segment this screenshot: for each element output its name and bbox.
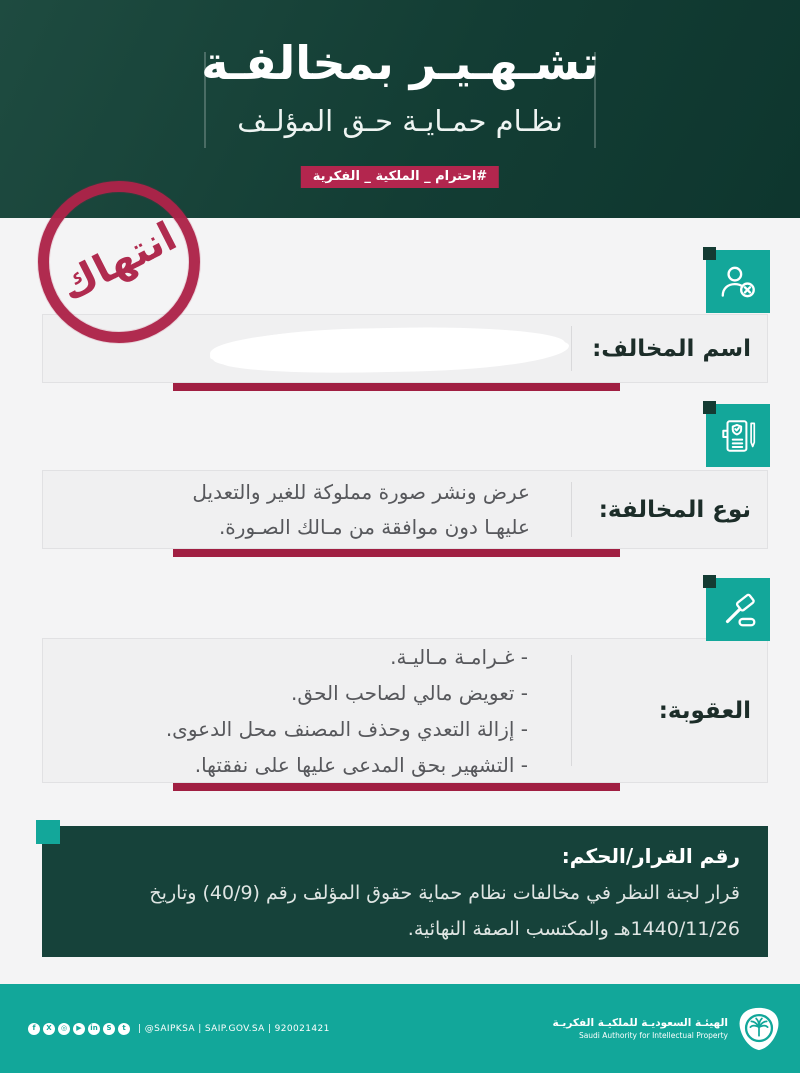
decision-text: قرار لجنة النظر في مخالفات نظام حماية حقوق المؤلف رقم (40/9) وتاريخ 1440/11/26هـ والمكتسب الصفة النهائية. <box>149 882 740 941</box>
violation-stamp-text: انتهاك <box>53 213 185 311</box>
footer-social-row <box>28 1023 330 1035</box>
penalty-list <box>133 639 528 783</box>
card-underline <box>173 783 620 791</box>
footer <box>0 984 800 1073</box>
violation-stamp <box>38 181 200 343</box>
page-subtitle: نظـام حمـايـة حـق المؤلـف <box>237 104 563 138</box>
instagram-icon: ◎ <box>58 1023 70 1035</box>
corner-square <box>36 820 60 844</box>
penalty-item: - غـرامـة مـاليـة. <box>390 644 528 669</box>
violation-type-label: نوع المخالفة: <box>598 496 751 523</box>
decision-label: رقم القرار/الحكم: <box>561 844 740 868</box>
org-name-arabic: الهيئـة السعوديـة للملكيـة الفكريـة <box>552 1017 728 1030</box>
violator-label: اسم المخالف: <box>592 335 751 362</box>
linkedin-icon: in <box>88 1023 100 1035</box>
penalty-card <box>42 638 768 783</box>
violation-type-value: عرض ونشر صورة مملوكة للغير والتعديل عليهـا دون موافقة من مـالك الصـورة. <box>192 479 530 539</box>
penalty-item: - تعويض مالي لصاحب الحق. <box>291 680 528 705</box>
footer-org-block <box>552 1006 782 1052</box>
document-shield-pen-icon <box>717 415 759 457</box>
penalty-label: العقوبة: <box>658 697 751 724</box>
violation-type-icon-tile <box>706 404 770 467</box>
violator-icon-tile <box>706 250 770 313</box>
card-underline <box>173 549 620 557</box>
page-title: تشـهـيـر بمخالفـة <box>201 36 599 90</box>
decision-box <box>42 826 768 957</box>
youtube-icon: ▶ <box>73 1023 85 1035</box>
violation-type-card <box>42 470 768 549</box>
user-x-icon <box>717 261 759 303</box>
footer-contact-text: | @SAIPKSA | SAIP.GOV.SA | 920021421 <box>138 1023 330 1034</box>
redacted-name-scribble <box>213 324 566 374</box>
corner-square <box>703 401 716 414</box>
saip-logo-icon <box>736 1006 782 1052</box>
penalty-icon-tile <box>706 578 770 641</box>
corner-square <box>703 247 716 260</box>
card-underline <box>173 383 620 391</box>
x-twitter-icon: X <box>43 1023 55 1035</box>
hashtag-badge: #احترام _ الملكية _ الفكرية <box>301 166 499 188</box>
gavel-icon <box>717 589 759 631</box>
corner-square <box>703 575 716 588</box>
penalty-item: - التشهير بحق المدعى عليها على نفقتها. <box>194 752 528 777</box>
tiktok-icon: t <box>118 1023 130 1035</box>
org-name-english: Saudi Authority for Intellectual Property <box>578 1030 728 1040</box>
snapchat-icon: S <box>103 1023 115 1035</box>
facebook-icon: f <box>28 1023 40 1035</box>
penalty-item: - إزالة التعدي وحذف المصنف محل الدعوى. <box>165 716 528 741</box>
